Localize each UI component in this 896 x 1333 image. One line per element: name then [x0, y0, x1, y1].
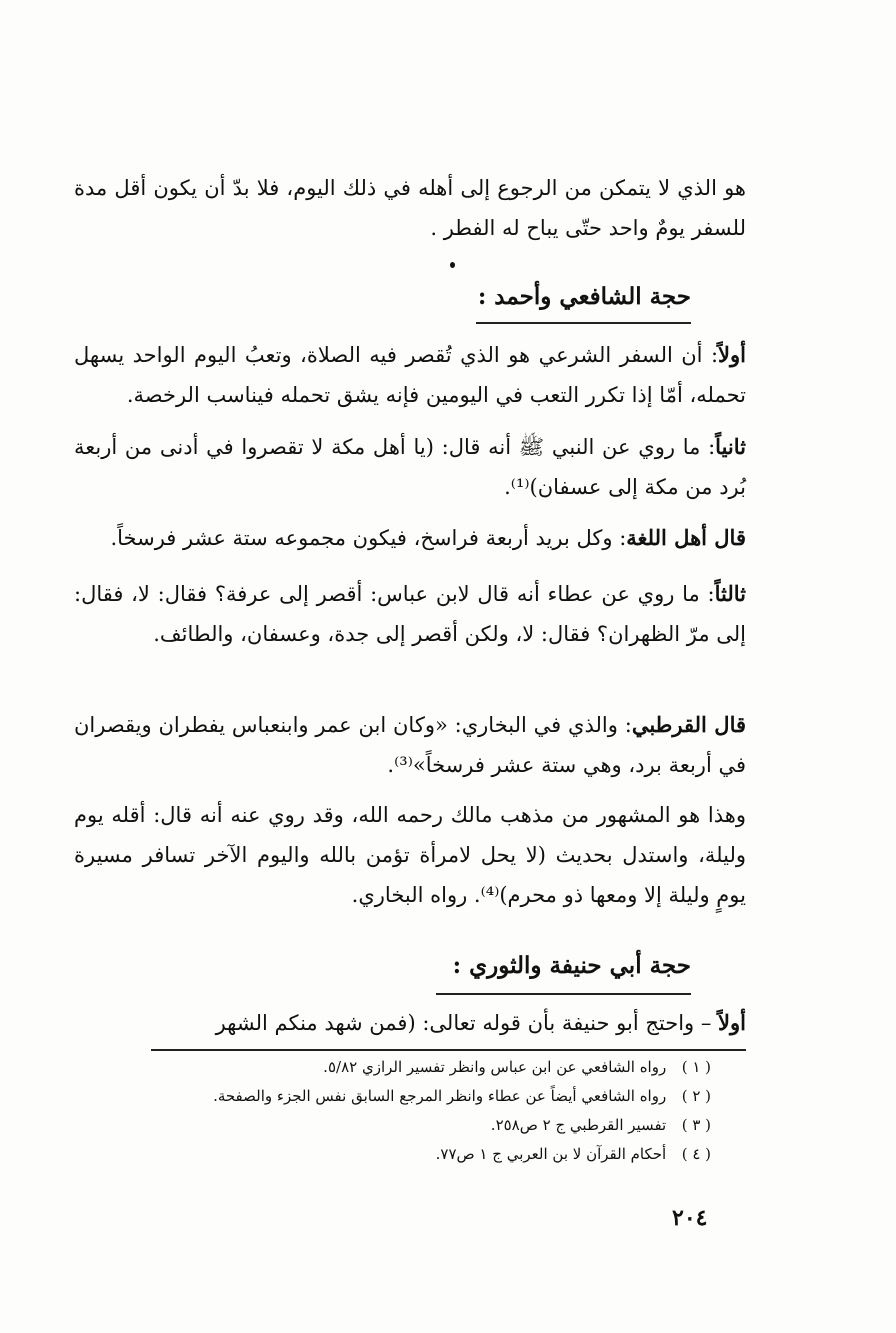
paragraph-hanafi-first	[74, 1003, 746, 1043]
footnote-text: رواه الشافعي أيضاً عن عطاء وانظر المرجع السابق نفس الجزء والصفحة.	[213, 1087, 667, 1105]
paragraph-text: : ما روي عن النبي ﷺ أنه قال: (يا أهل مكة لا تقصروا في أدنى من أربعة بُرد من مكة إلى عسفان)⁽¹⁾.	[74, 435, 746, 499]
paragraph-text: : والذي في البخاري: «وكان ابن عمر وابنعباس يفطران ويقصران في أربعة برد، وهي ستة عشر فرسخاً»⁽³⁾.	[74, 713, 746, 777]
paragraph-continuation	[74, 168, 746, 248]
heading-hanafi-thawri: حجة أبي حنيفة والثوري :	[452, 952, 691, 979]
paragraph-qurtubi	[74, 705, 746, 785]
footnote-text: رواه الشافعي عن ابن عباس وانظر تفسير الرازي ٥/٨٢.	[323, 1058, 667, 1076]
footnote-item	[120, 1082, 711, 1111]
footnote-item	[120, 1053, 711, 1082]
paragraph-third-argument	[74, 574, 746, 654]
paragraph-lead: قال القرطبي	[631, 712, 746, 737]
paragraph-text: وهذا هو المشهور من مذهب مالك رحمه الله، وقد روي عنه أنه قال: أقله يوم وليلة، واستدل بحديث (لا يحل لامرأة تؤمن بالله واليوم الآخر تسافر مسيرة يومٍ وليلة إلا ومعها ذو محرم)⁽⁴⁾. رواه البخاري.	[74, 803, 746, 907]
heading-underline	[436, 993, 691, 995]
footnote-text: تفسير القرطبي ج ٢ ص٢٥٨.	[490, 1116, 667, 1134]
footnote-item	[120, 1111, 711, 1140]
paragraph-text: : ما روي عن عطاء أنه قال لابن عباس: أقصر إلى عرفة؟ فقال: لا، فقال: إلى مرّ الظهران؟ فقال: لا، ولكن أقصر إلى جدة، وعسفان، والطائف.	[74, 582, 746, 646]
footnote-number: ( ١ )	[681, 1058, 711, 1076]
footnote-item	[120, 1140, 711, 1169]
paragraph-maliki-view	[74, 795, 746, 915]
paragraph-text: : أن السفر الشرعي هو الذي تُقصر فيه الصلاة، وتعبُ اليوم الواحد يسهل تحمله، أمّا إذا تكرر التعب في اليومين فإنه يشق تحمله فيناسب الرخصة.	[74, 343, 746, 407]
footnote-number: ( ٢ )	[681, 1087, 711, 1105]
paragraph-text: – واحتج أبو حنيفة بأن قوله تعالى: (فمن شهد منكم الشهر	[215, 1011, 719, 1035]
paragraph-second-argument	[74, 427, 746, 507]
paragraph-text: هو الذي لا يتمكن من الرجوع إلى أهله في ذلك اليوم، فلا بدّ أن يكون أقل مدة للسفر يومٌ واحد حتّى يباح له الفطر .	[74, 176, 746, 240]
paragraph-text: : وكل بريد أربعة فراسخ، فيكون مجموعه ستة عشر فرسخاً.	[110, 526, 627, 550]
paragraph-lead: ثالثاً	[714, 581, 746, 606]
paragraph-lead: ثانياً	[715, 434, 746, 459]
paragraph-linguists	[74, 518, 746, 558]
stray-dot	[450, 262, 455, 268]
paragraph-lead: قال أهل اللغة	[626, 525, 746, 550]
heading-underline	[476, 322, 691, 324]
page-number: ٢٠٤	[672, 1205, 708, 1231]
footnote-separator	[151, 1049, 746, 1051]
footnote-text: أحكام القرآن لا بن العربي ج ١ ص٧٧.	[435, 1145, 667, 1163]
footnotes-list	[120, 1053, 711, 1169]
footnote-number: ( ٣ )	[681, 1116, 711, 1134]
paragraph-first-argument	[74, 335, 746, 415]
paragraph-lead: أولاً	[718, 342, 746, 367]
footnote-number: ( ٤ )	[681, 1145, 711, 1163]
heading-shafii-ahmad: حجة الشافعي وأحمد :	[477, 283, 691, 310]
paragraph-lead: أولاً	[718, 1010, 746, 1035]
